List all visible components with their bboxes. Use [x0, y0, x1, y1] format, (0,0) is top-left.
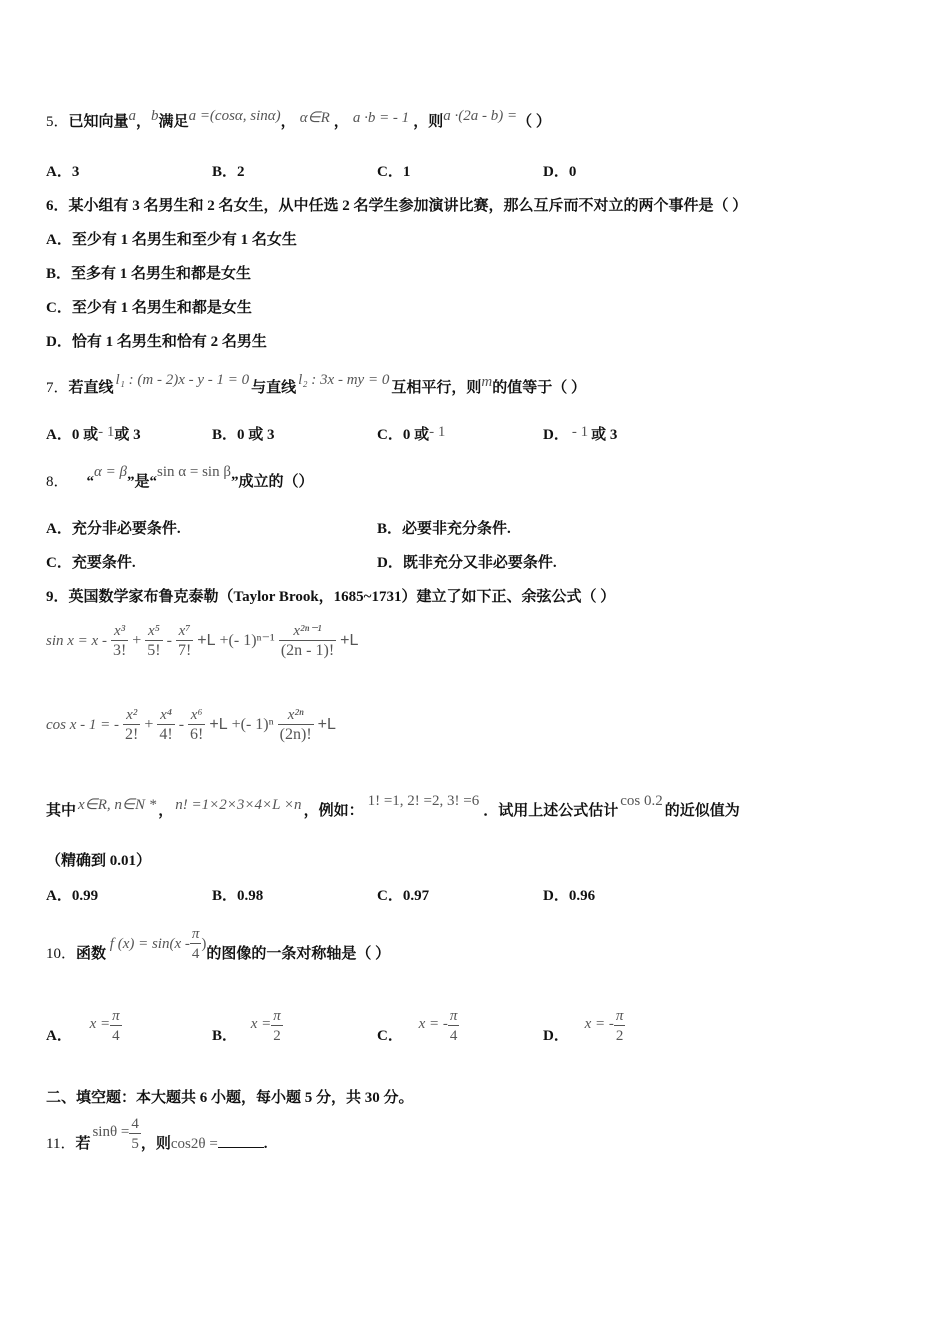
q7-option-a: A．0 或- 1或 3	[46, 424, 141, 443]
q8-option-b: B．必要非充分条件.	[377, 521, 511, 537]
q7-option-d: D． - 1 或 3	[543, 424, 618, 443]
q10-option-a: A． x = $\frac{\pi}{4}$	[46, 1008, 120, 1045]
q5-option-b: B．2	[212, 164, 245, 180]
question-7: 7．若直线 l₁ : (m - 2)x - y - 1 = 0 与直线 l₂ : 3x - my = 0 互相平行，则m的值等于（ ）	[46, 372, 586, 396]
q5-vector-def: a =(cosα, sinα)	[188, 108, 281, 124]
q5-option-d: D．0	[543, 164, 577, 180]
q9-option-a: A．0.99	[46, 888, 99, 904]
q9-cos-formula: cos x - 1 = - $\frac{\text{x²}}{2!}$ + $\frac{\text{x⁴}}{4!}$ - $\frac{\text{x⁶}}{6!}$ +L +(- 1)ⁿ $\frac{\text{x²ⁿ}}{(2n)!}$ +L	[46, 707, 336, 743]
q11-answer-blank[interactable]	[218, 1133, 264, 1148]
q10-option-d: D． x = - $\frac{\pi}{2}$	[543, 1008, 624, 1045]
question-8: 8． “α = β”是“sin α = sin β”成立的（）	[46, 464, 314, 490]
q9-option-c: C．0.97	[377, 888, 430, 904]
q8-option-d: D．既非充分又非必要条件.	[377, 555, 557, 571]
q9-option-d: D．0.96	[543, 888, 596, 904]
q10-option-c: C． x = - $\frac{\pi}{4}$	[377, 1008, 458, 1045]
section-2-heading: 二、填空题：本大题共 6 小题，每小题 5 分，共 30 分。	[46, 1090, 414, 1106]
q5-expression: a ·(2a - b) =	[443, 108, 518, 124]
q6-option-b: B．至多有 1 名男生和都是女生	[46, 266, 252, 282]
q10-option-b: B． x = $\frac{\pi}{2}$	[212, 1008, 281, 1045]
q9-description: 其中 x∈R, n∈N * ， n! =1×2×3×4×L ×n ，例如：1! =1, 2! =2, 3! =6．试用上述公式估计cos 0.2的近似值为	[46, 793, 740, 819]
question-6: 6．某小组有 3 名男生和 2 名女生，从中任选 2 名学生参加演讲比赛，那么互斥而不对立的两个事件是（ ）	[46, 198, 748, 214]
q5-option-a: A．3	[46, 164, 80, 180]
q7-line-2: l₂ : 3x - my = 0	[298, 372, 390, 388]
q8-option-c: C．充要条件.	[46, 555, 136, 571]
q8-option-a: A．充分非必要条件.	[46, 521, 181, 537]
question-10: 10．函数 f (x) = sin(x - $\frac{\pi}{4}$ )的图像的一条对称轴是（ ）	[46, 926, 391, 963]
q7-option-c: C．0 或- 1	[377, 424, 446, 443]
question-11: 11．若sinθ = $\frac{4}{5}$ ，则cos2θ = .	[46, 1116, 268, 1153]
q7-option-b: B．0 或 3	[212, 427, 275, 443]
q7-line-1: l₁ : (m - 2)x - y - 1 = 0	[115, 372, 250, 388]
q6-option-c: C．至少有 1 名男生和都是女生	[46, 300, 252, 316]
q9-option-b: B．0.98	[212, 888, 264, 904]
q6-option-a: A．至少有 1 名男生和至少有 1 名女生	[46, 232, 297, 248]
q9-sin-formula: sin x = x - $\frac{\text{x³}}{3!}$ + $\frac{\text{x⁵}}{5!}$ - $\frac{\text{x⁷}}{7!}$ +L +(- 1)ⁿ⁻¹ $\frac{\text{x²ⁿ⁻¹}}{(2n - 1)!}$ +L	[46, 623, 359, 659]
q6-option-d: D．恰有 1 名男生和恰有 2 名男生	[46, 334, 267, 350]
q9-precision: （精确到 0.01）	[46, 853, 152, 869]
question-5: 5．已知向量a，b满足a =(cosα, sinα)， α∈R ， a ·b = - 1 ，则a ·(2a - b) =（ ）	[46, 108, 551, 130]
q5-option-c: C．1	[377, 164, 411, 180]
q5-number: 5．	[46, 114, 69, 130]
question-9: 9．英国数学家布鲁克泰勒（Taylor Brook，1685~1731）建立了如下正、余弦公式（ ）	[46, 589, 616, 605]
